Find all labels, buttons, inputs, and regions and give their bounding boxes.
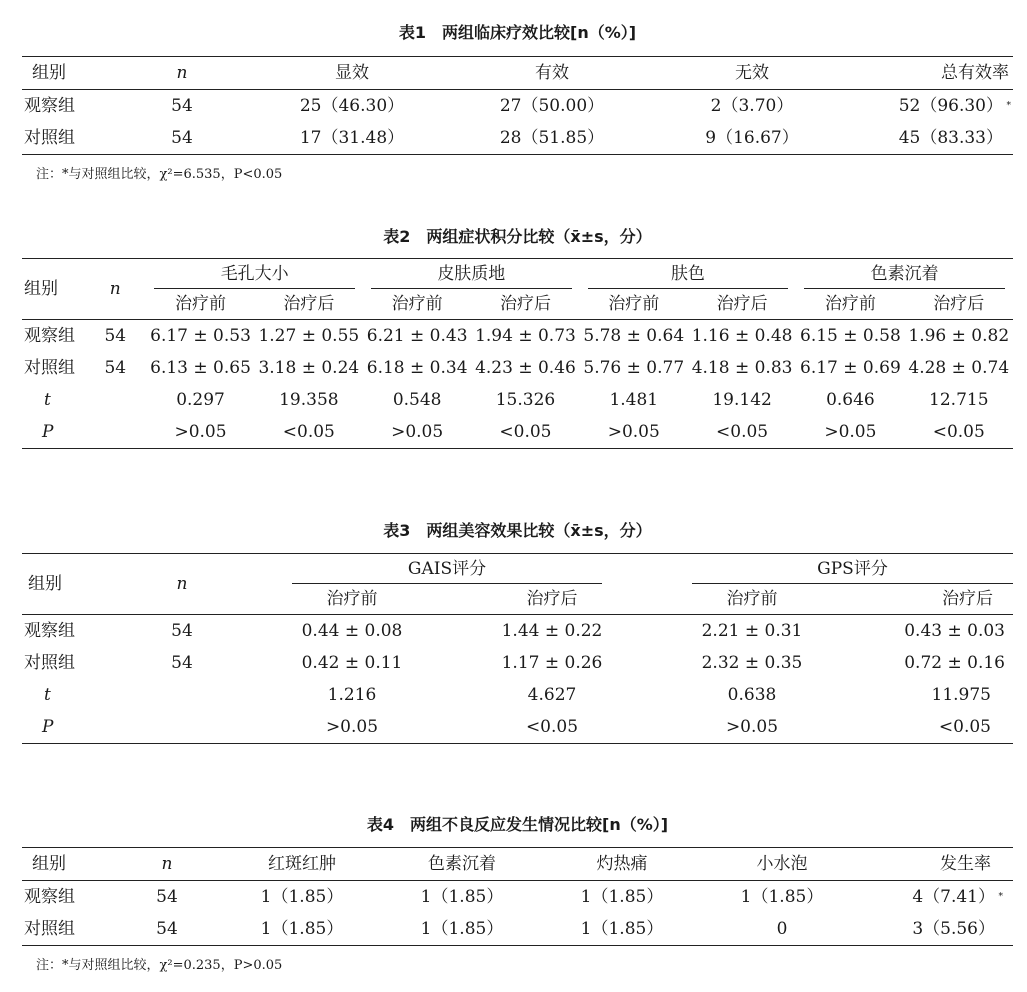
- table-2-caption: 表2 两组症状积分比较（x̄±s，分）: [383, 227, 652, 246]
- table-cell: 1.17 ± 0.26: [501, 653, 603, 673]
- table-4-caption: 表4 两组不良反应发生情况比较[n（%）]: [366, 815, 669, 834]
- group-header: GAIS评分: [232, 554, 632, 585]
- header-cell: 色素沉着: [382, 848, 542, 881]
- sub-header: 治疗后: [255, 289, 363, 320]
- table-cell: 19.358: [279, 390, 339, 410]
- table-cell: 25（46.30）: [299, 96, 405, 116]
- table-cell: <0.05: [716, 422, 769, 442]
- table-cell: [862, 881, 1013, 914]
- table-cell: 6.15 ± 0.58: [800, 326, 901, 346]
- header-cell: 组别: [22, 259, 84, 320]
- sub-header: 治疗前: [146, 289, 254, 320]
- table-cell: 1（1.85）: [260, 919, 344, 939]
- table-row: [22, 913, 1013, 946]
- table-cell: [84, 384, 146, 416]
- table-cell: t: [44, 685, 51, 705]
- table-cell: 2.32 ± 0.35: [701, 653, 803, 673]
- table-cell: 对照组: [24, 128, 75, 148]
- table-row: [22, 384, 1013, 416]
- sub-header: 治疗后: [471, 289, 579, 320]
- table-2: [22, 226, 1013, 449]
- table-cell: 54: [156, 919, 178, 939]
- table-row: [22, 352, 1013, 384]
- table-row: [22, 320, 1013, 353]
- sub-header: 治疗后: [905, 289, 1013, 320]
- table-cell: 1.216: [327, 685, 377, 705]
- table-cell: 19.142: [712, 390, 772, 410]
- table-cell: 1.94 ± 0.73: [475, 326, 576, 346]
- table-cell: 对照组: [24, 919, 75, 939]
- table-cell: [132, 679, 232, 711]
- table-cell: <0.05: [932, 422, 985, 442]
- table-cell: 54: [104, 358, 127, 378]
- table-cell: 2（3.70）: [710, 96, 794, 116]
- sub-header: 治疗前: [363, 289, 471, 320]
- header-cell: 发生率: [862, 848, 1013, 881]
- table-cell: 1（1.85）: [580, 919, 664, 939]
- group-header: 色素沉着: [796, 259, 1013, 290]
- table-cell: 3.18 ± 0.24: [258, 358, 360, 378]
- table-cell: 54: [156, 887, 178, 907]
- table-cell: 0.548: [392, 390, 442, 410]
- table-cell: 6.18 ± 0.34: [366, 358, 468, 378]
- table-cell: 0.297: [176, 390, 225, 410]
- table-row: [22, 615, 1013, 648]
- sub-header: 治疗后: [472, 584, 632, 615]
- table-cell: P: [42, 422, 54, 442]
- table-cell: 4.18 ± 0.83: [691, 358, 793, 378]
- table-3-caption: 表3 两组美容效果比较（x̄±s，分）: [383, 521, 652, 540]
- table-cell: 观察组: [24, 621, 75, 641]
- table-cell: 1（1.85）: [740, 887, 824, 907]
- table-cell: >0.05: [824, 422, 877, 442]
- table-cell: 17（31.48）: [299, 128, 405, 148]
- header-cell: 组别: [22, 57, 112, 90]
- table-cell: t: [44, 390, 51, 410]
- table-cell: 54: [104, 326, 127, 346]
- header-cell: 小水泡: [702, 848, 862, 881]
- table-cell: 54: [171, 621, 193, 641]
- table-cell: 4.23 ± 0.46: [475, 358, 576, 378]
- table-1: [22, 22, 1013, 182]
- table-cell: 45（83.33）: [898, 128, 1003, 148]
- table-cell: 6.17 ± 0.53: [150, 326, 251, 346]
- sub-header: 治疗前: [580, 289, 688, 320]
- table-cell: 6.21 ± 0.43: [366, 326, 468, 346]
- table-cell: 54: [171, 128, 193, 148]
- table-cell: 11.975: [931, 685, 991, 705]
- group-header: 肤色: [580, 259, 797, 290]
- table-cell: >0.05: [391, 422, 444, 442]
- table-cell: 对照组: [24, 653, 75, 673]
- table-cell: 6.13 ± 0.65: [150, 358, 251, 378]
- header-cell: 无效: [652, 57, 852, 90]
- table-cell: 1（1.85）: [420, 919, 504, 939]
- table-cell: 12.715: [929, 390, 989, 410]
- table-cell: 2.21 ± 0.31: [701, 621, 803, 641]
- cell-value: 52（96.30）: [898, 96, 1003, 116]
- table-cell: 6.17 ± 0.69: [800, 358, 901, 378]
- table-cell: 3（5.56）: [912, 919, 995, 939]
- significance-mark: *: [998, 892, 1003, 902]
- header-cell: n: [84, 259, 146, 320]
- table-4-grid: [22, 847, 1013, 946]
- table-cell: 4.627: [527, 685, 577, 705]
- table-cell: 0.42 ± 0.11: [301, 653, 403, 673]
- header-cell: 显效: [252, 57, 452, 90]
- table-1-note: 注：*与对照组比较，χ²=6.535，P<0.05: [36, 167, 283, 182]
- table-cell: 对照组: [24, 358, 75, 378]
- table-cell: 1（1.85）: [260, 887, 344, 907]
- header-cell: n: [112, 848, 222, 881]
- table-cell: 4.28 ± 0.74: [908, 358, 1010, 378]
- header-cell: 红斑红肿: [222, 848, 382, 881]
- table-cell: >0.05: [725, 717, 779, 737]
- sub-header: 治疗后: [872, 584, 1013, 615]
- table-cell: 15.326: [495, 390, 556, 410]
- header-cell: 有效: [452, 57, 652, 90]
- table-cell: 1.481: [609, 390, 659, 410]
- table-cell: 0.44 ± 0.08: [301, 621, 403, 641]
- table-cell: [132, 711, 232, 744]
- table-cell: <0.05: [282, 422, 335, 442]
- table-cell: 1（1.85）: [420, 887, 504, 907]
- sub-header: 治疗后: [688, 289, 796, 320]
- group-header: 皮肤质地: [363, 259, 580, 290]
- table-1-caption: 表1 两组临床疗效比较[n（%）]: [398, 23, 637, 42]
- table-3-grid: [22, 553, 1013, 744]
- table-cell: 27（50.00）: [499, 96, 605, 116]
- table-cell: <0.05: [938, 717, 991, 737]
- header-cell: n: [132, 554, 232, 615]
- table-row: [22, 416, 1013, 449]
- table-cell: <0.05: [499, 422, 552, 442]
- table-cell: 0.72 ± 0.16: [904, 653, 1005, 673]
- table-1-grid: [22, 56, 1013, 155]
- table-row: [22, 647, 1013, 679]
- table-cell: 0: [776, 919, 788, 939]
- table-cell: 54: [171, 653, 193, 673]
- table-cell: >0.05: [607, 422, 660, 442]
- group-header: GPS评分: [632, 554, 1013, 585]
- table-4: [22, 814, 1013, 973]
- table-row: [22, 679, 1013, 711]
- table-cell: 0.638: [727, 685, 777, 705]
- header-cell: 组别: [22, 848, 112, 881]
- significance-mark: *: [1006, 101, 1011, 111]
- table-row: [22, 881, 1013, 914]
- header-cell: n: [112, 57, 252, 90]
- table-cell: 观察组: [24, 326, 75, 346]
- table-cell: 观察组: [24, 887, 75, 907]
- table-4-note: 注：*与对照组比较，χ²=0.235，P>0.05: [36, 958, 283, 973]
- table-3: [22, 520, 1013, 744]
- table-cell: 5.78 ± 0.64: [583, 326, 685, 346]
- table-cell: 0.646: [826, 390, 875, 410]
- table-row: [22, 711, 1013, 744]
- cell-value: 4（7.41）: [912, 887, 995, 907]
- table-row: [22, 90, 1013, 123]
- table-cell: >0.05: [325, 717, 379, 737]
- header-cell: 总有效率: [852, 57, 1013, 90]
- group-header: 毛孔大小: [146, 259, 363, 290]
- table-cell: P: [42, 717, 54, 737]
- table-cell: [84, 416, 146, 449]
- sub-header: 治疗前: [796, 289, 904, 320]
- table-cell: 0.43 ± 0.03: [904, 621, 1005, 641]
- table-cell: 5.76 ± 0.77: [583, 358, 685, 378]
- table-cell: 1.96 ± 0.82: [908, 326, 1010, 346]
- table-cell: 9（16.67）: [705, 128, 799, 148]
- sub-header: 治疗前: [232, 584, 472, 615]
- header-cell: 灼热痛: [542, 848, 702, 881]
- header-cell: 组别: [22, 554, 132, 615]
- table-cell: 1.44 ± 0.22: [501, 621, 603, 641]
- table-cell: 1.27 ± 0.55: [258, 326, 360, 346]
- sub-header: 治疗前: [632, 584, 872, 615]
- table-cell: 观察组: [24, 96, 75, 116]
- table-cell: 1（1.85）: [580, 887, 664, 907]
- table-cell: <0.05: [525, 717, 579, 737]
- table-cell: [852, 90, 1013, 123]
- table-cell: 1.16 ± 0.48: [691, 326, 793, 346]
- table-cell: >0.05: [174, 422, 227, 442]
- table-2-grid: [22, 258, 1013, 449]
- table-cell: 54: [171, 96, 193, 116]
- table-cell: 28（51.85）: [499, 128, 605, 148]
- table-row: [22, 122, 1013, 155]
